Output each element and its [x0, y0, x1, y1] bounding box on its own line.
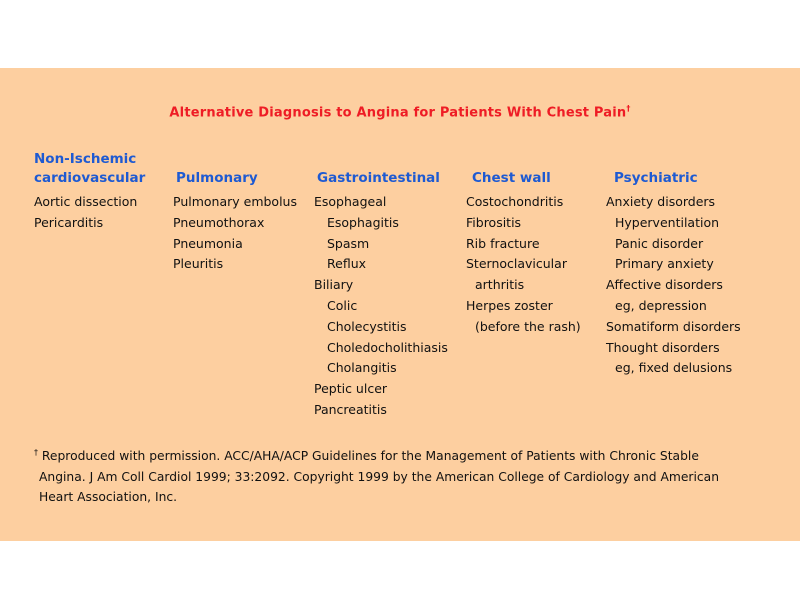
column-items — [314, 192, 448, 421]
list-item: Rib fracture — [466, 235, 540, 251]
heading-line2: Chest wall — [472, 170, 551, 186]
content-panel — [0, 68, 800, 541]
list-item: Anxiety disorders — [606, 194, 716, 209]
list-item: Costochondritis — [466, 194, 564, 209]
table-title — [0, 104, 800, 120]
list-item: Cholecystitis — [327, 318, 407, 334]
list-item: eg, fixed delusions — [615, 360, 733, 376]
column-items — [466, 192, 581, 338]
list-item: Herpes zoster — [466, 297, 553, 313]
list-item: Pneumonia — [173, 235, 243, 251]
list-item: Aortic dissection — [34, 194, 138, 209]
list-item: Colic — [327, 297, 358, 313]
list-item: Pancreatitis — [314, 401, 387, 417]
list-item: Spasm — [327, 235, 370, 251]
list-item: Pulmonary embolus — [173, 194, 297, 209]
heading-line2: Pulmonary — [176, 170, 258, 186]
column-heading — [34, 150, 145, 188]
column-items — [173, 192, 297, 275]
footnote-dagger: † — [34, 448, 38, 457]
list-item: Esophageal — [314, 194, 387, 209]
list-item: eg, depression — [615, 297, 707, 313]
column-pulmonary — [173, 150, 297, 275]
list-item: (before the rash) — [475, 318, 581, 334]
footnote-text: Reproduced with permission. ACC/AHA/ACP Guidelines for the Management of Patients with Chronic Stable — [41, 449, 699, 464]
footnote-line: Angina. J Am Coll Cardiol 1999; 33:2092. Copyright 1999 by the American College of Cardiology and American — [39, 469, 719, 484]
list-item: Pneumothorax — [173, 214, 265, 230]
column-gastrointestinal — [314, 150, 448, 421]
list-item: Reflux — [327, 256, 367, 272]
column-heading — [466, 150, 581, 188]
list-item: Choledocholithiasis — [327, 339, 448, 355]
list-item: Hyperventilation — [615, 214, 720, 230]
list-item: Panic disorder — [615, 235, 704, 251]
heading-line1: Non-Ischemic — [34, 151, 137, 167]
list-item: Affective disorders — [606, 277, 723, 293]
list-item: Somatiform disorders — [606, 318, 741, 334]
title-dagger: † — [626, 104, 631, 113]
heading-line2: cardiovascular — [34, 170, 146, 186]
title-text: Alternative Diagnosis to Angina for Patients With Chest Pain — [169, 105, 627, 121]
list-item: Primary anxiety — [615, 256, 714, 272]
list-item: Esophagitis — [327, 214, 399, 230]
list-item: Cholangitis — [327, 360, 397, 376]
column-heading — [606, 150, 741, 188]
list-item: Peptic ulcer — [314, 381, 388, 397]
footnote-line: Heart Association, Inc. — [39, 490, 178, 505]
list-item: Sternoclavicular — [466, 256, 567, 272]
column-heading — [173, 150, 297, 188]
list-item: Pericarditis — [34, 214, 104, 230]
column-psychiatric — [606, 150, 741, 379]
column-items — [34, 192, 145, 234]
footnote — [34, 443, 764, 508]
heading-line2: Psychiatric — [614, 170, 698, 186]
column-items — [606, 192, 741, 379]
column-heading — [314, 150, 448, 188]
list-item: Fibrositis — [466, 214, 522, 230]
list-item: arthritis — [475, 277, 525, 293]
column-non-ischemic — [34, 150, 145, 234]
column-chest-wall — [466, 150, 581, 338]
list-item: Thought disorders — [606, 339, 720, 355]
footnote-line — [34, 443, 764, 467]
list-item: Pleuritis — [173, 256, 224, 272]
heading-line2: Gastrointestinal — [317, 170, 440, 186]
list-item: Biliary — [314, 277, 354, 293]
